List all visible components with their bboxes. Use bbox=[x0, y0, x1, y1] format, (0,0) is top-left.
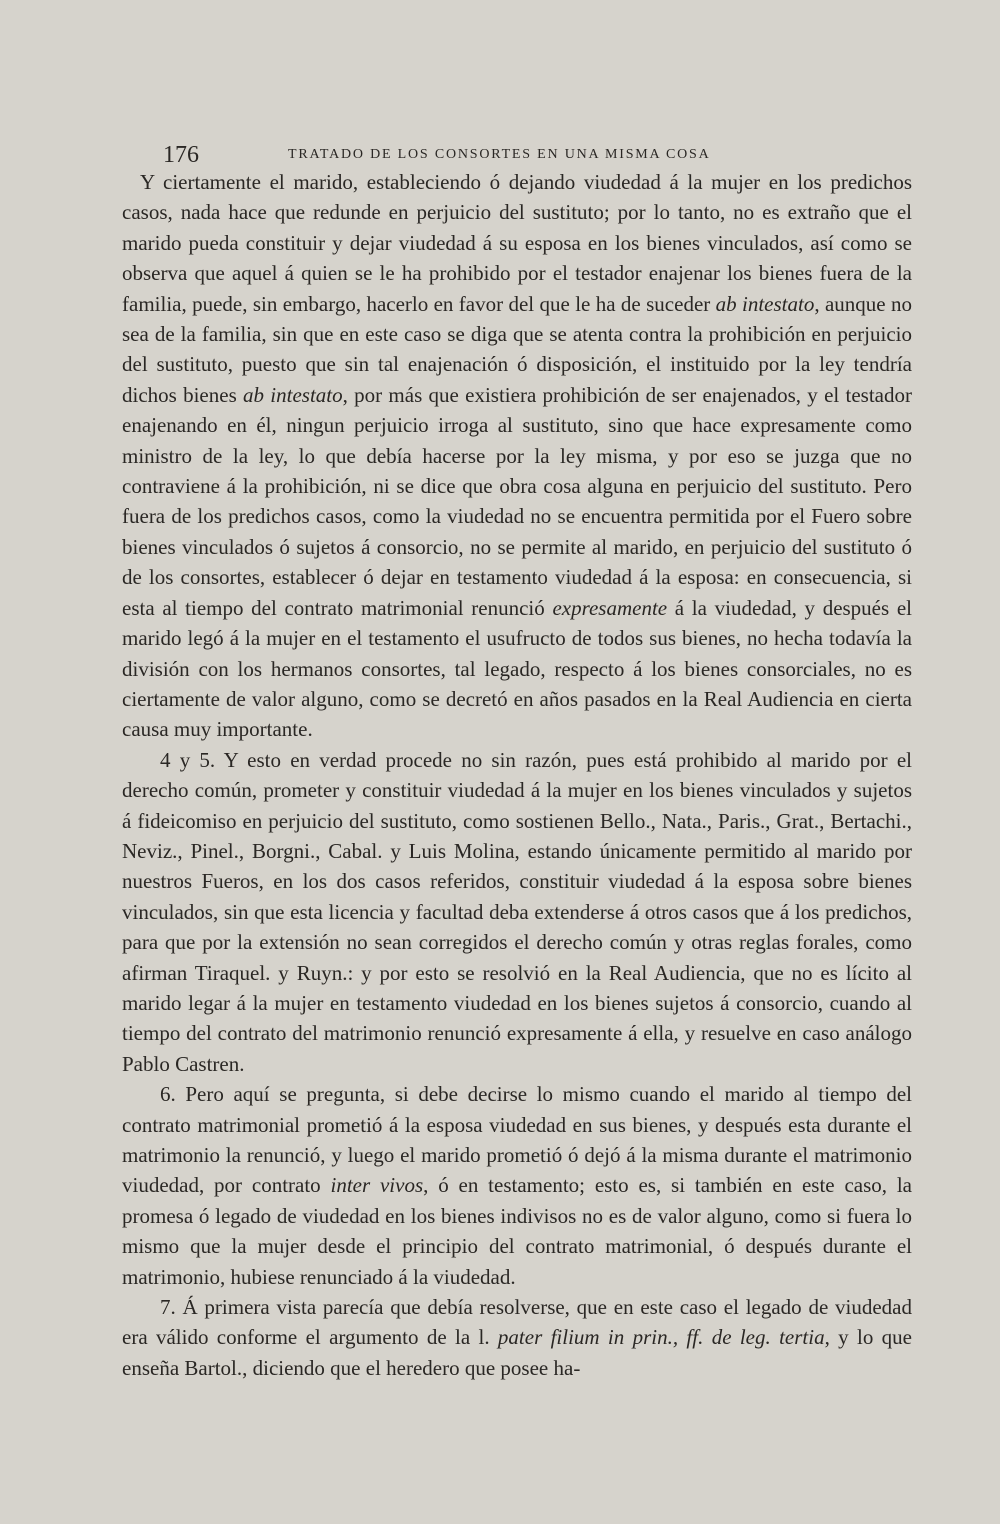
text-run: 7. Á primera vista parecía que debía resolverse, que en este caso el legado de viudedad era válido conforme el argumento de la l. bbox=[122, 1295, 912, 1350]
paragraph-6 bbox=[122, 1079, 912, 1292]
italic-phrase: pater filium in prin., ff. de leg. tertia bbox=[497, 1325, 825, 1350]
text-run: Y ciertamente el marido, estableciendo ó dejando viudedad á la mujer en los predichos casos, nada hace que redunde en perjuicio del sustituto; por lo tanto, no es extraño que el marido pueda constituir y dejar viudedad á su esposa en los bienes vinculados, así como se observa que aquel á quien se le ha prohibido por el testador enajenar los bienes fuera de la familia, puede, sin embargo, hacerlo en favor del que le ha de suceder bbox=[122, 170, 912, 316]
text-run: , y lo que enseña Bartol., diciendo que el heredero que posee ha- bbox=[122, 1325, 913, 1380]
italic-phrase: inter vivos bbox=[330, 1173, 424, 1198]
paragraph-1 bbox=[122, 167, 912, 745]
running-head: TRATADO DE LOS CONSORTES EN UNA MISMA COSA bbox=[288, 147, 711, 162]
paragraph-4-5 bbox=[122, 745, 912, 1079]
text-run: á la viudedad, y después el marido legó á la mujer en el testamento el usufructo de todos sus bienes, no hecha todavía la división con los hermanos consortes, tal legado, respecto á los bienes consorciales, no es ciertamente de valor alguno, como se decretó en años pasados en la Real Audiencia en cierta causa muy importante. bbox=[122, 595, 913, 742]
text-run: 6. Pero aquí se pregunta, si debe decirse lo mismo cuando el marido al tiempo del contrato matrimonial prometió á la esposa viudedad en sus bienes, y después esta durante el matrimonio la renunció, y luego el marido prometió ó dejó á la misma durante el matrimonio viudedad, por contrato bbox=[122, 1082, 912, 1198]
italic-phrase: ab intestato bbox=[243, 382, 343, 407]
italic-phrase: ab intestato bbox=[715, 291, 815, 316]
body-text bbox=[122, 167, 912, 1383]
page-header bbox=[163, 140, 923, 170]
paragraph-7 bbox=[122, 1292, 912, 1383]
text-run: 4 y 5. Y esto en verdad procede no sin razón, pues está prohibido al marido por el derecho común, prometer y constituir viudedad á la mujer en los bienes vinculados y sujetos á fideicomiso en perjuicio del sustituto, como sostienen Bello., Nata., Paris., Grat., Bertachi., Neviz., Pinel., Borgni., Cabal. y Luis Molina, estando únicamente permitido al marido por nuestros Fueros, en los dos casos referidos, constituir viudedad á la esposa sobre bienes vinculados, sin que esta licencia y facultad deba extenderse á otros casos que á los predichos, para que por la extensión no sean corregidos el derecho común y otras reglas forales, como afirman Tiraquel. y Ruyn.: y por esto se resolvió en la Real Audiencia, que no es lícito al marido legar á la mujer en testamento viudedad en los bienes sujetos á consorcio, cuando al tiempo del contrato del matrimonio renunció expresamente á ella, y resuelve en caso análogo Pablo Castren. bbox=[122, 747, 912, 1076]
text-run: , aunque no sea de la familia, sin que en este caso se diga que se atenta contra la prohibición en perjuicio del sustituto, puesto que sin tal enajenación ó disposición, el instituido por la ley tendría dichos bienes bbox=[122, 291, 912, 407]
text-run: , ó en testamento; esto es, si también en este caso, la promesa ó legado de viudedad en los bienes indivisos no es de valor alguno, como si fuera lo mismo que la mujer desde el principio del contrato matrimonial, ó después durante el matrimonio, hubiese renunciado á la viudedad. bbox=[122, 1173, 912, 1289]
text-run: , por más que existiera prohibición de ser enajenados, y el testador enajenando en él, ningun perjuicio irroga al sustituto, sino que hace expresamente como ministro de la ley, lo que debía hacerse por la ley misma, y por eso se juzga que no contraviene á la prohibición, ni se dice que obra cosa alguna en perjuicio del sustituto. Pero fuera de los predichos casos, como la viudedad no se encuentra permitida por el Fuero sobre bienes vinculados ó sujetos á consorcio, no se permite al marido, en perjuicio del sustituto ó de los consortes, establecer ó dejar en testamento viudedad á la esposa: en consecuencia, si esta al tiempo del contrato matrimonial renunció bbox=[122, 382, 912, 620]
page-number: 176 bbox=[163, 142, 199, 168]
italic-phrase: expresamente bbox=[552, 595, 668, 620]
